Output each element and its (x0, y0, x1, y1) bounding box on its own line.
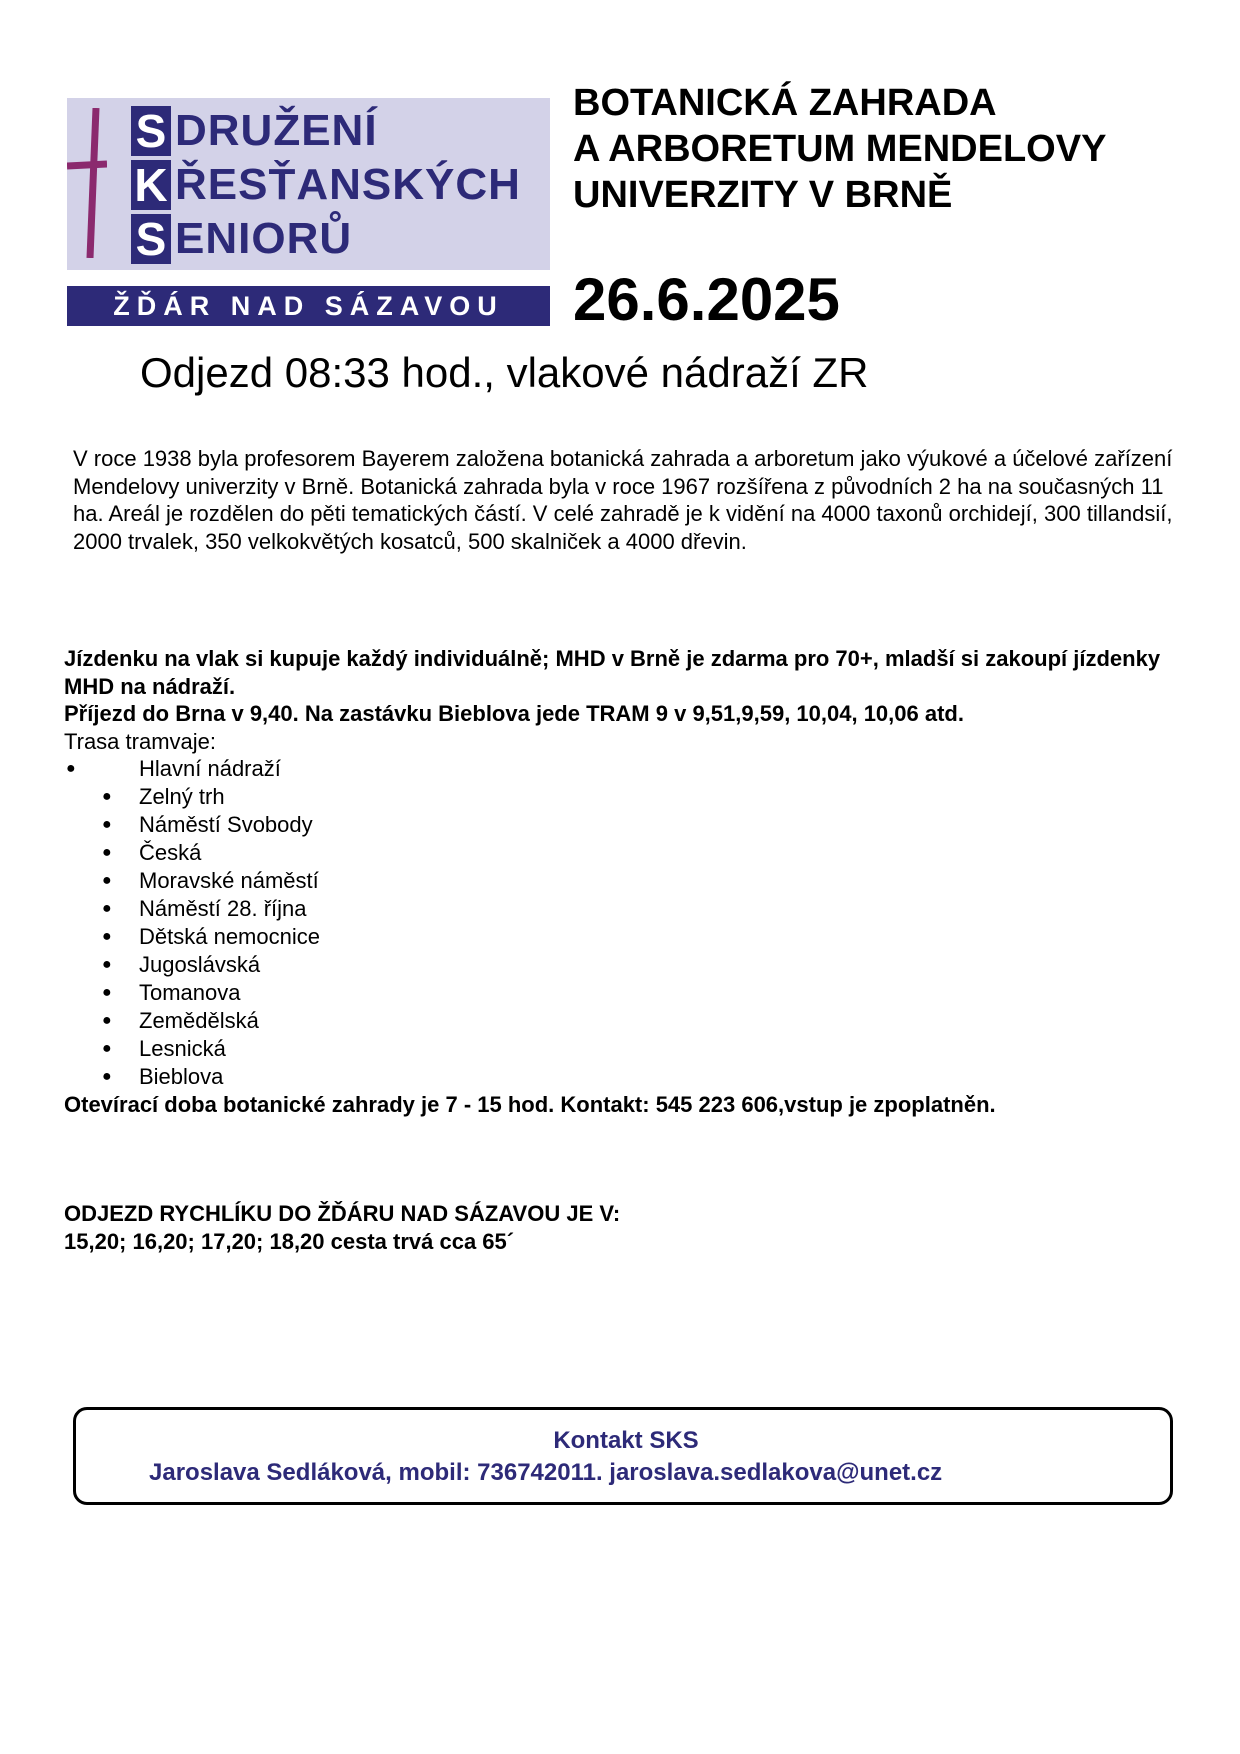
ticket-info: Jízdenku na vlak si kupuje každý individuálně; MHD v Brně je zdarma pro 70+, mladší si zakoupí jízdenky MHD na nádraží. (64, 646, 1161, 699)
stop-name: Hlavní nádraží (139, 756, 281, 781)
logo-initial: S (131, 106, 171, 156)
stop-name: Zelný trh (139, 784, 225, 809)
bullet-icon: ● (102, 1012, 112, 1029)
list-item (64, 895, 1194, 923)
list-item (64, 839, 1194, 867)
stop-name: Lesnická (139, 1036, 226, 1061)
list-item (64, 1063, 1194, 1091)
contact-title: Kontakt SKS (553, 1427, 699, 1454)
logo-initial: S (131, 214, 171, 264)
contact-box (73, 1407, 1173, 1505)
bullet-icon: ● (102, 1040, 112, 1057)
bullet-icon: ● (102, 1068, 112, 1085)
return-heading: ODJEZD RYCHLÍKU DO ŽĎÁRU NAD SÁZAVOU JE V: (64, 1201, 621, 1226)
tram-stop-list (64, 755, 1194, 1091)
logo-line-sdruzeni (131, 104, 378, 158)
bullet-icon: ● (102, 872, 112, 889)
logo-word: ENIORŮ (175, 214, 353, 263)
contact-details: Jaroslava Sedláková, mobil: 736742011. jaroslava.sedlakova@unet.cz (149, 1459, 943, 1486)
sks-logo (67, 98, 550, 326)
stop-name: Náměstí Svobody (139, 812, 313, 837)
event-date: 26.6.2025 (573, 266, 840, 333)
bullet-icon: ● (102, 928, 112, 945)
title-line: BOTANICKÁ ZAHRADA (573, 82, 997, 124)
logo-word: DRUŽENÍ (175, 106, 378, 155)
bullet-icon: ● (102, 900, 112, 917)
list-item (64, 1007, 1194, 1035)
list-item (64, 811, 1194, 839)
stop-name: Česká (139, 840, 202, 865)
title-line: UNIVERZITY V BRNĚ (573, 174, 953, 216)
event-title (573, 80, 1213, 218)
title-line: A ARBORETUM MENDELOVY (573, 128, 1107, 170)
bullet-icon: ● (102, 788, 112, 805)
stop-name: Moravské náměstí (139, 868, 319, 893)
bullet-icon: ● (66, 760, 76, 777)
opening-hours: Otevírací doba botanické zahrady je 7 - 15 hod. Kontakt: 545 223 606,vstup je zpoplatněn. (64, 1092, 996, 1117)
intro-paragraph: V roce 1938 byla profesorem Bayerem založena botanická zahrada a arboretum jako výukové a účelové zařízení Mendelovy univerzity v Brně. Botanická zahrada byla v roce 1967 rozšířena z původních 2 ha na současných 11 ha. Areál je rozdělen do pěti tematických částí. V celé zahradě je k vidění na 4000 taxonů orchidejí, 300 tillandsií, 2000 trvalek, 350 velkokvětých kosatců, 500 skalniček a 4000 dřevin. (73, 446, 1173, 554)
cross-icon (67, 108, 107, 258)
return-train-info (64, 1200, 620, 1256)
bullet-icon: ● (102, 844, 112, 861)
arrival-info: Příjezd do Brna v 9,40. Na zastávku Bieblova jede TRAM 9 v 9,51,9,59, 10,04, 10,06 atd. (64, 701, 964, 726)
return-times: 15,20; 16,20; 17,20; 18,20 cesta trvá cca 65´ (64, 1229, 515, 1254)
stop-name: Dětská nemocnice (139, 924, 320, 949)
logo-location-bar: ŽĎÁR NAD SÁZAVOU (67, 286, 550, 326)
stop-name: Náměstí 28. října (139, 896, 307, 921)
bullet-icon: ● (102, 816, 112, 833)
bullet-icon: ● (102, 984, 112, 1001)
travel-info (64, 645, 1194, 1119)
list-item (64, 1035, 1194, 1063)
stop-name: Bieblova (139, 1064, 224, 1089)
logo-initial: K (131, 160, 171, 210)
bullet-icon: ● (102, 956, 112, 973)
stop-name: Tomanova (139, 980, 241, 1005)
departure-info: Odjezd 08:33 hod., vlakové nádraží ZR (140, 349, 869, 396)
logo-line-senioru (131, 212, 352, 266)
list-item (64, 923, 1194, 951)
stop-name: Zemědělská (139, 1008, 259, 1033)
list-item (64, 867, 1194, 895)
list-item (64, 755, 1194, 783)
logo-line-krestanskych (131, 158, 521, 212)
list-item (64, 951, 1194, 979)
logo-word: ŘESŤANSKÝCH (175, 160, 521, 209)
list-item (64, 979, 1194, 1007)
list-item (64, 783, 1194, 811)
route-label: Trasa tramvaje: (64, 728, 217, 754)
stop-name: Jugoslávská (139, 952, 261, 977)
